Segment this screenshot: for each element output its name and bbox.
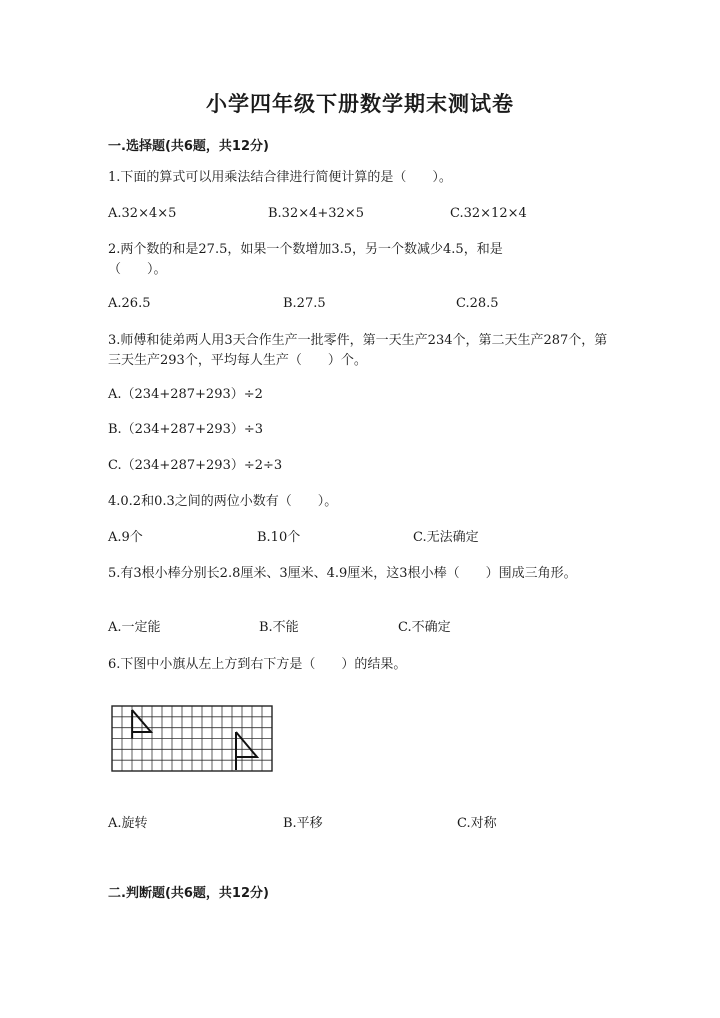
question-3: 3.师傅和徒弟两人用3天合作生产一批零件，第一天生产234个，第二天生产287个，第三天生产293个，平均每人生产（ ）个。 (108, 333, 608, 368)
question-2: 2.两个数的和是27.5，如果一个数增加3.5，另一个数减少4.5，和是（ ）。 (108, 242, 503, 277)
section-heading-judgment: 二.判断题(共6题，共12分) (108, 886, 269, 901)
section-heading-choice: 一.选择题(共6题，共12分) (108, 139, 269, 154)
q2-option-b[interactable]: B.27.5 (283, 296, 326, 311)
q1-option-c[interactable]: C.32×12×4 (450, 206, 527, 221)
q4-option-b[interactable]: B.10个 (257, 530, 301, 545)
q3-option-b[interactable]: B.（234+287+293）÷3 (108, 422, 264, 437)
q6-option-a[interactable]: A.旋转 (108, 816, 148, 831)
page-title: 小学四年级下册数学期末测试卷 (206, 92, 514, 116)
q4-option-a[interactable]: A.9个 (108, 530, 143, 545)
q3-option-a[interactable]: A.（234+287+293）÷2 (108, 387, 263, 402)
q1-option-a[interactable]: A.32×4×5 (108, 206, 177, 221)
question-1: 1.下面的算式可以用乘法结合律进行简便计算的是（ ）。 (108, 170, 452, 185)
q6-option-c[interactable]: C.对称 (457, 816, 497, 831)
q5-option-a[interactable]: A.一定能 (108, 620, 161, 635)
flag-bottom-right-triangle (236, 732, 257, 757)
q5-option-c[interactable]: C.不确定 (398, 620, 451, 635)
q5-option-b[interactable]: B.不能 (259, 620, 299, 635)
q4-option-c[interactable]: C.无法确定 (413, 530, 479, 545)
q2-option-a[interactable]: A.26.5 (108, 296, 151, 311)
question-5: 5.有3根小棒分别长2.8厘米、3厘米、4.9厘米，这3根小棒（ ）围成三角形。 (108, 566, 577, 581)
q1-option-b[interactable]: B.32×4+32×5 (268, 206, 364, 221)
q2-option-c[interactable]: C.28.5 (456, 296, 499, 311)
grid-flag-figure (111, 705, 275, 773)
flag-top-left-triangle (132, 710, 151, 732)
question-4: 4.0.2和0.3之间的两位小数有（ ）。 (108, 494, 338, 509)
q3-option-c[interactable]: C.（234+287+293）÷2÷3 (108, 458, 283, 473)
question-6: 6.下图中小旗从左上方到右下方是（ ）的结果。 (108, 657, 407, 672)
q6-option-b[interactable]: B.平移 (283, 816, 323, 831)
